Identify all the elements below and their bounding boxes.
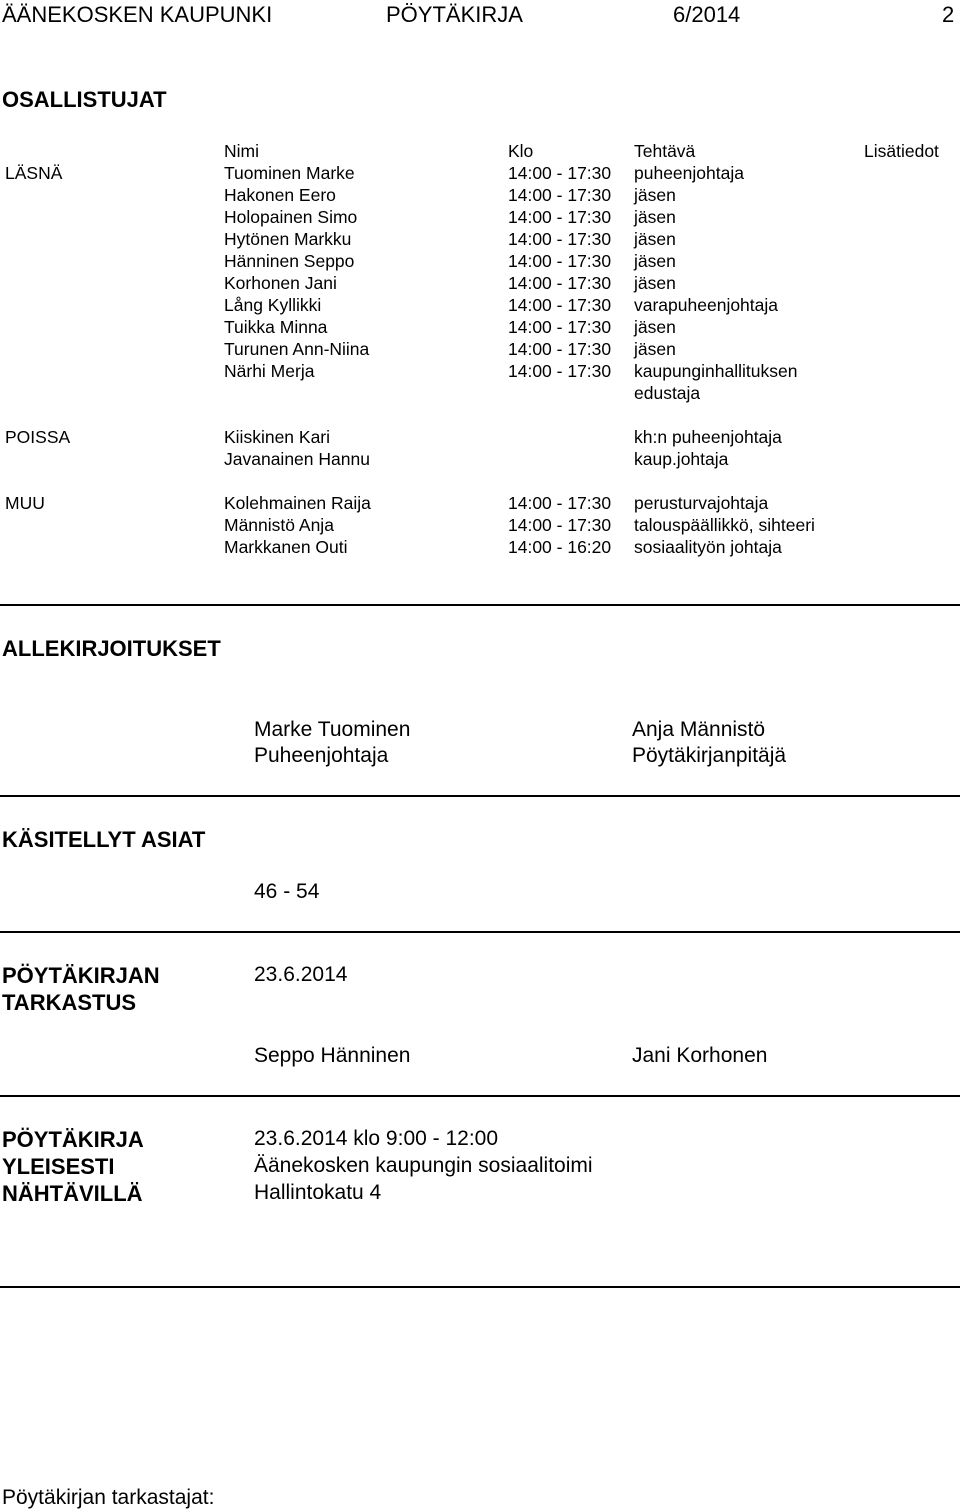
reviewers-label: Pöytäkirjan tarkastajat: (2, 1486, 215, 1509)
document-type: PÖYTÄKIRJA (386, 2, 523, 27)
public-heading-line1: PÖYTÄKIRJA (2, 1127, 144, 1152)
attendee-time: 14:00 - 17:30 (508, 207, 612, 227)
column-time: Klo (508, 141, 534, 161)
public-place: Äänekosken kaupungin sosiaalitoimi (254, 1154, 593, 1177)
attendee-role: jäsen (634, 339, 676, 359)
section-divider (0, 795, 960, 797)
attendee-name: Närhi Merja (224, 361, 315, 381)
attendee-time: 14:00 - 17:30 (508, 273, 612, 293)
public-time: 23.6.2014 klo 9:00 - 12:00 (254, 1127, 499, 1150)
review-heading-line2: TARKASTUS (2, 990, 137, 1015)
section-divider (0, 1095, 960, 1097)
attendee-role: jäsen (634, 207, 676, 227)
review-date: 23.6.2014 (254, 963, 348, 986)
secretary-name: Anja Männistö (632, 718, 766, 741)
attendee-role: perusturvajohtaja (634, 493, 769, 513)
attendee-name: Javanainen Hannu (224, 449, 370, 469)
attendee-role: kh:n puheenjohtaja (634, 427, 782, 447)
attendee-role-continued: edustaja (634, 383, 701, 403)
attendee-time: 14:00 - 17:30 (508, 493, 612, 513)
org-name: ÄÄNEKOSKEN KAUPUNKI (2, 2, 273, 27)
absent-label: POISSA (5, 427, 71, 447)
attendee-role: varapuheenjohtaja (634, 295, 779, 315)
public-heading-line2: YLEISESTI (2, 1154, 115, 1179)
section-divider (0, 1286, 960, 1288)
attendee-name: Lång Kyllikki (224, 295, 322, 315)
document-number: 6/2014 (673, 2, 741, 27)
attendee-role: jäsen (634, 317, 676, 337)
attendee-name: Hakonen Eero (224, 185, 336, 205)
attendee-name: Tuikka Minna (224, 317, 328, 337)
attendee-role: jäsen (634, 185, 676, 205)
attendee-time: 14:00 - 17:30 (508, 515, 612, 535)
public-heading-line3: NÄHTÄVILLÄ (2, 1181, 143, 1206)
handled-heading: KÄSITELLYT ASIAT (2, 827, 206, 852)
attendee-time: 14:00 - 17:30 (508, 317, 612, 337)
attendee-role: jäsen (634, 273, 676, 293)
other-label: MUU (5, 493, 45, 513)
secretary-title: Pöytäkirjanpitäjä (632, 744, 787, 767)
attendee-role: puheenjohtaja (634, 163, 744, 183)
attendee-role: jäsen (634, 229, 676, 249)
attendees-heading: OSALLISTUJAT (2, 87, 167, 112)
attendee-time: 14:00 - 17:30 (508, 251, 612, 271)
chair-title: Puheenjohtaja (254, 744, 389, 767)
attendee-name: Holopainen Simo (224, 207, 358, 227)
column-role: Tehtävä (634, 141, 696, 161)
handled-range: 46 - 54 (254, 880, 320, 903)
attendee-time: 14:00 - 17:30 (508, 163, 612, 183)
public-address: Hallintokatu 4 (254, 1181, 382, 1204)
attendee-time: 14:00 - 17:30 (508, 185, 612, 205)
attendee-name: Korhonen Jani (224, 273, 337, 293)
signatures-heading: ALLEKIRJOITUKSET (2, 636, 221, 661)
attendee-time: 14:00 - 17:30 (508, 295, 612, 315)
review-heading-line1: PÖYTÄKIRJAN (2, 963, 160, 988)
attendee-name: Hänninen Seppo (224, 251, 355, 271)
attendee-name: Kiiskinen Kari (224, 427, 331, 447)
attendee-time: 14:00 - 17:30 (508, 339, 612, 359)
reviewer-1: Seppo Hänninen (254, 1044, 411, 1067)
section-divider (0, 604, 960, 606)
present-label: LÄSNÄ (5, 163, 63, 183)
attendee-name: Hytönen Markku (224, 229, 352, 249)
attendee-role: kaupunginhallituksen (634, 361, 798, 381)
section-divider (0, 931, 960, 933)
reviewer-2: Jani Korhonen (632, 1044, 768, 1067)
attendee-name: Kolehmainen Raija (224, 493, 371, 513)
attendee-name: Markkanen Outi (224, 537, 348, 557)
attendee-name: Turunen Ann-Niina (224, 339, 370, 359)
page-number: 2 (942, 2, 955, 27)
column-extra: Lisätiedot (864, 141, 939, 161)
attendee-role: jäsen (634, 251, 676, 271)
attendee-role: sosiaalityön johtaja (634, 537, 782, 557)
column-name: Nimi (224, 141, 259, 161)
attendee-time: 14:00 - 16:20 (508, 537, 612, 557)
chair-name: Marke Tuominen (254, 718, 411, 741)
attendee-time: 14:00 - 17:30 (508, 229, 612, 249)
attendee-time: 14:00 - 17:30 (508, 361, 612, 381)
attendee-role: talouspäällikkö, sihteeri (634, 515, 815, 535)
attendee-role: kaup.johtaja (634, 449, 729, 469)
attendee-name: Männistö Anja (224, 515, 334, 535)
attendee-name: Tuominen Marke (224, 163, 355, 183)
